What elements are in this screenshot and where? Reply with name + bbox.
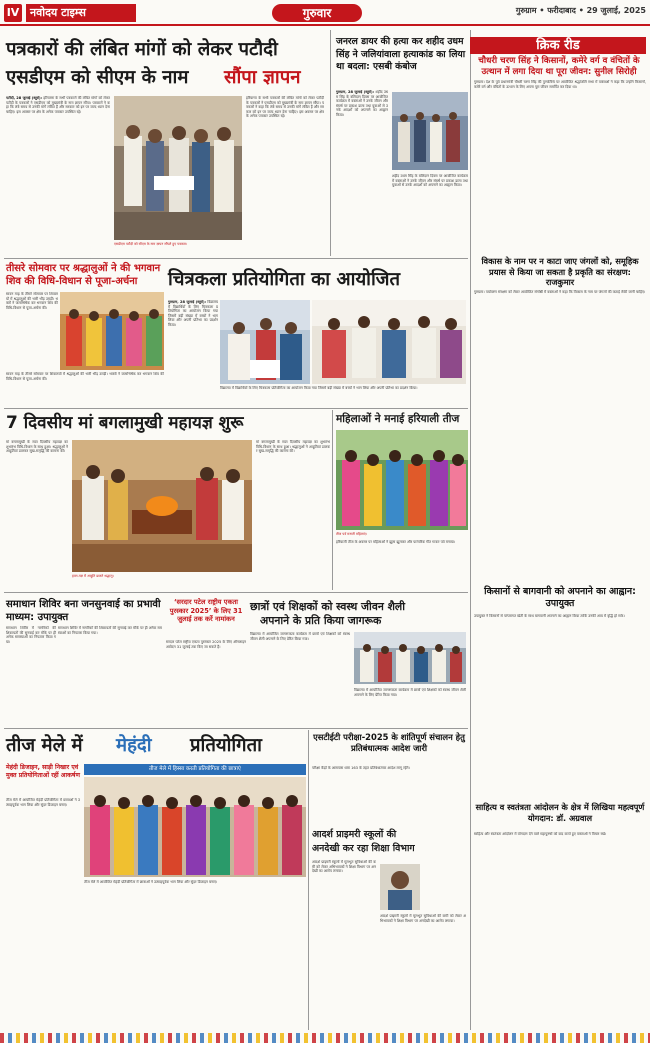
masthead <box>0 0 650 26</box>
story1-body <box>6 96 110 248</box>
story3-headline: विकास के नाम पर न काटा जाए जंगलों को, समूहिक प्रयास से किया जा सकता है प्रकृति का संरक्षण: राजकुमार <box>481 256 639 287</box>
story2-headline: जनरल डायर की हत्या कर शहीद उधम सिंह ने जलियांवाला हत्याकांड का लिया था बदला: एसबी कंबोज <box>336 36 466 72</box>
story15-body: आदर्श प्राइमरी स्कूलों में मूलभूत सुविधाओं की कमी को लेकर अभिभावकों ने शिक्षा विभाग पर अनदेखी का आरोप लगाया। <box>312 860 376 874</box>
story11-headline-b: अपनाने के प्रति किया जागरूक <box>260 614 382 627</box>
story13-body-lower: तीज मेले में आयोजित मेहंदी प्रतियोगिता में छात्राओं ने उत्साहपूर्वक भाग लिया और सुंदर डिजाइन बनाए। <box>84 880 218 884</box>
story9-body: समाधान शिविर में नागरिकों की शिकायतों की सुनवाई कर मौके पर ही अनेक समस्याओं का निपटारा किया गया। <box>6 626 56 644</box>
story5-photo-b <box>312 300 466 384</box>
story8-body: उपायुक्त ने किसानों से परंपरागत खेती के साथ बागवानी अपनाने का आह्वान किया ताकि उनकी आय में वृद्धि हो सके। <box>474 614 625 618</box>
story9-body-wide: समाधान शिविर में नागरिकों की शिकायतों की सुनवाई कर मौके पर ही अनेक समस्याओं का निपटारा किया गया। <box>58 626 162 635</box>
story5-byline: गुरुग्राम, 28 जुलाई (ब्यूरो): <box>168 300 207 304</box>
story6-body: मां बगलामुखी के सात दिवसीय महायज्ञ का शुभारंभ विधि-विधान के साथ हुआ। श्रद्धालुओं ने आहुतियां डालकर सुख-समृद्धि की कामना की। <box>6 440 68 454</box>
page-number: IV <box>4 4 22 22</box>
story6-photo <box>72 440 252 572</box>
story1-text: हरियाणा के सभी पत्रकारों की लंबित मांगों को लेकर पटौदी के पत्रकारों ने एसडीएम को मुख्यमंत्री के नाम ज्ञापन सौंपा। पत्रकारों ने कहा कि लंबे समय से उनकी मांगें लंबित हैं और सरकार को इन पर जल्द ध्यान देना चाहिए। इस अवसर पर क्षेत्र के अनेक पत्रकार उपस्थित रहे। <box>6 96 110 114</box>
story1-headline-a: पत्रकारों की लंबित मांगों को लेकर पटौदी <box>6 39 278 60</box>
story2-byline: गुरुग्राम, 28 जुलाई (ब्यूरो): <box>336 90 375 94</box>
day-band: गुरुवार <box>272 4 362 22</box>
divider <box>470 30 471 1030</box>
story2-text: शहीद उधम सिंह के बलिदान दिवस पर आयोजित कार्यक्रम में वक्ताओं ने उनके जीवन और संघर्ष पर प्रकाश डाला तथा युवाओं से उनके आदर्शों को अपनाने का आह्वान किया। <box>336 90 388 117</box>
story11-headline-a: छात्रों एवं शिक्षकों को स्वस्थ जीवन शैली <box>250 600 406 613</box>
cricket-headline: चौधरी चरण सिंह ने किसानों, कमेरे वर्ग व वंचितों के उत्थान में लगा दिया था पूरा जीवन: सुनील सिरोही <box>478 56 640 77</box>
divider <box>4 258 468 259</box>
divider <box>4 592 468 593</box>
story4-headline: तीसरे सोमवार पर श्रद्धालुओं ने की भगवान शिव की विधि-विधान से पूजा-अर्चना <box>6 263 161 287</box>
story2-col2: शहीद उधम सिंह के बलिदान दिवस पर आयोजित कार्यक्रम में वक्ताओं ने उनके जीवन और संघर्ष पर प्रकाश डाला तथा युवाओं से उनके आदर्शों को अपनाने का आह्वान किया। <box>392 174 468 188</box>
story6-headline: 7 दिवसीय मां बगलामुखी महायज्ञ शुरू <box>6 413 244 433</box>
story4-body: सावन माह के तीसरे सोमवार पर शिवालयों में श्रद्धालुओं की भारी भीड़ उमड़ी। भक्तों ने जलाभिषेक कर भगवान शिव की विधि-विधान से पूजा-अर्चना की। <box>6 292 58 310</box>
story7-body: हरियाली तीज के अवसर पर महिलाओं ने झूला झूलकर और पारंपरिक गीत गाकर पर्व मनाया। <box>336 540 456 544</box>
story5-photo-a <box>220 300 310 384</box>
story13-headline-b: मेहंदी <box>116 735 152 756</box>
divider <box>308 730 309 1030</box>
story15-photo <box>380 864 420 910</box>
story13-headline-a: तीज मेले में <box>6 735 83 756</box>
story13-sub: मेहंदी डिजाइन, साड़ी निखार एवं मुक्त प्रतियोगिताओं रहीं आकर्षण <box>6 764 80 779</box>
story10-headline: ‘सरदार पटेल राष्ट्रीय एकता पुरस्कार 2025’ के लिए 31 जुलाई तक करें नामांकन <box>169 598 243 624</box>
story10-body: सरदार पटेल राष्ट्रीय एकता पुरस्कार 2025 के लिए ऑनलाइन आवेदन 31 जुलाई तक किए जा सकते हैं। <box>166 640 246 649</box>
story1-photo <box>114 96 242 240</box>
story2-photo <box>392 92 468 170</box>
story12-body: साहित्य और स्वतंत्रता आंदोलन में योगदान देने वाले महापुरुषों को याद करते हुए वक्ताओं ने विचार रखे। <box>474 832 607 836</box>
cricket-body: गुरुग्राम। देश के पूर्व प्रधानमंत्री चौधरी चरण सिंह की पुण्यतिथि पर आयोजित श्रद्धांजलि सभा में वक्ताओं ने कहा कि उन्होंने किसानों, कमेरे वर्ग और वंचितों के उत्थान के लिए अपना पूरा जीवन समर्पित कर दिया था। <box>474 80 646 89</box>
divider <box>332 410 333 590</box>
story12-headline: साहित्य व स्वतंत्रता आंदोलन के क्षेत्र में लिखिया महत्वपूर्ण योगदान: डॉ. अग्रवाल <box>475 802 645 823</box>
divider <box>4 408 468 409</box>
story14-body: परीक्षा केंद्रों के आसपास धारा 163 के तहत प्रतिबंधात्मक आदेश लागू रहेंगे। <box>312 766 410 770</box>
cricket-band: क्रिक रीड <box>470 37 646 54</box>
story1-byline: पटौदी, 28 जुलाई (ब्यूरो): <box>6 96 43 100</box>
story13-body: तीज मेले में आयोजित मेहंदी प्रतियोगिता में छात्राओं ने उत्साहपूर्वक भाग लिया और सुंदर डिजाइन बनाए। <box>6 798 80 807</box>
date-line: गुरुग्राम • फरीदाबाद • 29 जुलाई, 2025 <box>515 6 646 15</box>
story7-photo <box>336 430 468 530</box>
story15-col2: आदर्श प्राइमरी स्कूलों में मूलभूत सुविधाओं की कमी को लेकर अभिभावकों ने शिक्षा विभाग पर अनदेखी का आरोप लगाया। <box>380 914 466 923</box>
story5-text: विद्यालय में विद्यार्थियों के लिए चित्रकला प्रतियोगिता का आयोजन किया गया जिसमें बड़ी संख्या में बच्चों ने भाग लिया और अपनी प्रतिभा का प्रदर्शन किया। <box>168 300 218 327</box>
story7-photo-caption: तीज पर्व मनाती महिलाएं। <box>336 532 368 536</box>
divider <box>330 30 331 256</box>
story1-col3: हरियाणा के सभी पत्रकारों की लंबित मांगों को लेकर पटौदी के पत्रकारों ने एसडीएम को मुख्यमंत्री के नाम ज्ञापन सौंपा। पत्रकारों ने कहा कि लंबे समय से उनकी मांगें लंबित हैं और सरकार को इन पर जल्द ध्यान देना चाहिए। इस अवसर पर क्षेत्र के अनेक पत्रकार उपस्थित रहे। <box>246 96 324 119</box>
bottom-border <box>0 1033 650 1043</box>
paper-name: नवोदय टाइम्स <box>26 4 136 22</box>
story13-banner: तीज मेले में हिस्सा करती प्रतियोगिता की छात्राएं <box>84 764 306 775</box>
story1-headline-c: सौंपा ज्ञापन <box>224 67 301 88</box>
story5-headline: चित्रकला प्रतियोगिता का आयोजित <box>168 269 401 290</box>
story9-headline: समाधान शिविर बना जनसुनवाई का प्रभावी माध्यम: उपायुक्त <box>6 599 161 623</box>
story11-photo <box>354 632 466 684</box>
story11-body: विद्यालय में आयोजित जागरूकता कार्यक्रम में छात्रों एवं शिक्षकों को स्वस्थ जीवन शैली अपनाने के लिए प्रेरित किया गया। <box>250 632 350 641</box>
story7-headline: महिलाओं ने मनाई हरियाली तीज <box>336 413 460 425</box>
story6-col3: मां बगलामुखी के सात दिवसीय महायज्ञ का शुभारंभ विधि-विधान के साथ हुआ। श्रद्धालुओं ने आहुतियां डालकर सुख-समृद्धि की कामना की। <box>256 440 330 454</box>
story2-body <box>336 90 388 256</box>
story5-body <box>168 300 218 406</box>
story4-photo <box>60 292 164 370</box>
story4-body-wide: सावन माह के तीसरे सोमवार पर शिवालयों में श्रद्धालुओं की भारी भीड़ उमड़ी। भक्तों ने जलाभिषेक कर भगवान शिव की विधि-विधान से पूजा-अर्चना की। <box>6 372 164 381</box>
story8-headline: किसानों से बागवानी को अपनाने का आह्वान: उपायुक्त <box>484 586 636 609</box>
story13-photo <box>84 777 306 877</box>
story15-headline-b: अनदेखी कर रहा शिक्षा विभाग <box>312 843 415 854</box>
story14-headline: एसटीईटी परीक्षा-2025 के शांतिपूर्ण संचालन हेतु प्रतिबंधात्मक आदेश जारी <box>313 732 465 753</box>
story1-photo-caption: एसडीएम पटौदी को सीएम के नाम ज्ञापन सौंपते हुए पत्रकार। <box>114 242 188 246</box>
story1-headline-b: एसडीएम को सीएम के नाम <box>6 67 189 88</box>
story13-headline-c: प्रतियोगिता <box>190 735 262 756</box>
divider <box>4 728 468 729</box>
story15-headline-a: आदर्श प्राइमरी स्कूलों की <box>312 829 397 840</box>
story6-photo-caption: हवन-यज्ञ में आहुति डालते श्रद्धालु। <box>72 574 114 578</box>
story5-col2: विद्यालय में विद्यार्थियों के लिए चित्रकला प्रतियोगिता का आयोजन किया गया जिसमें बड़ी संख्या में बच्चों ने भाग लिया और अपनी प्रतिभा का प्रदर्शन किया। <box>220 386 418 390</box>
story3-body: गुरुग्राम। पर्यावरण संरक्षण को लेकर आयोजित संगोष्ठी में वक्ताओं ने कहा कि विकास के नाम पर जंगलों की कटाई रोकी जानी चाहिए। <box>474 290 646 294</box>
story11-col2: विद्यालय में आयोजित जागरूकता कार्यक्रम में छात्रों एवं शिक्षकों को स्वस्थ जीवन शैली अपनाने के लिए प्रेरित किया गया। <box>354 688 466 697</box>
